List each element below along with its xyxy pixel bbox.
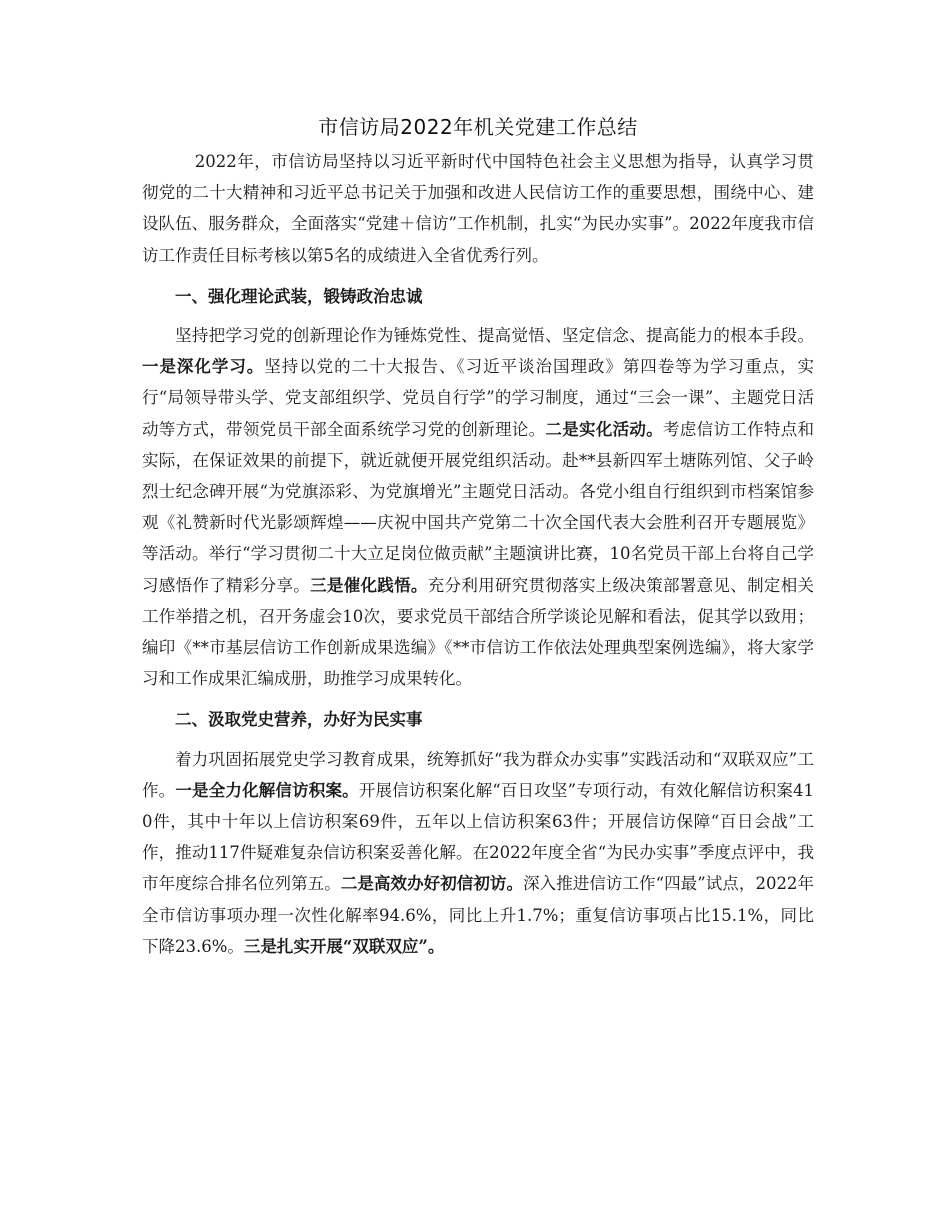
section-2-point-1-text: 开展信访积案化解“百日攻坚”专项行动，有效化解信访积案410件，其中十年以上信访积案69件，五年以上信访积案63件；开展信访保障“百日会战”工作，推动117件疑难复杂信访积案妥善化解。在2022年度全省“为民办实事”季度点评中，我市年度综合排名位列第五。 <box>142 780 815 894</box>
section-2-heading: 二、汲取党史营养，办好为民实事 <box>175 710 423 730</box>
section-1-point-3-label: 三是催化践悟。 <box>310 575 428 595</box>
section-1-point-2-text: 考虑信访工作特点和实际，在保证效果的前提下，就近就便开展党组织活动。赴**县新四军土塘陈列馆、父子岭烈士纪念碑开展“为党旗添彩、为党旗增光”主题党日活动。各党小组自行组织到市档案馆参观《礼赞新时代光影颂辉煌——庆祝中国共产党第二十次全国代表大会胜利召开专题展览》等活动。举行“学习贯彻二十大立足岗位做贡献”主题演讲比赛，10名党员干部上台将自己学习感悟作了精彩分享。 <box>142 419 815 595</box>
section-1-point-1-text: 坚持以党的二十大报告、《习近平谈治国理政》第四卷等为学习重点，实行“局领导带头学、党支部组织学、党员自行学”的学习制度，通过“三会一课”、主题党日活动等方式，带领党员干部全面系统学习党的创新理论。 <box>142 357 815 439</box>
section-1-point-3-text: 充分利用研究贯彻落实上级决策部署意见、制定相关工作举措之机，召开务虚会10次，要求党员干部结合所学谈论见解和看法，促其学以致用；编印《**市基层信访工作创新成果选编》《**市信访工作依法处理典型案例选编》，将大家学习和工作成果汇编成册，助推学习成果转化。 <box>142 575 815 689</box>
section-1-lead-text: 坚持把学习党的创新理论作为锤炼党性、提高觉悟、坚定信念、提高能力的根本手段。 <box>175 326 814 346</box>
section-2-point-2-text: 深入推进信访工作“四最”试点，2022年全市信访事项办理一次性化解率94.6%，同比上升1.7%；重复信访事项占比15.1%，同比下降23.6%。 <box>142 874 815 956</box>
document-page <box>142 112 814 962</box>
section-1-paragraph <box>142 320 814 694</box>
section-1-point-1-label: 一是深化学习。 <box>142 357 265 377</box>
section-1-heading: 一、强化理论武装，锻铸政治忠诚 <box>175 286 423 306</box>
section-2-lead-text: 着力巩固拓展党史学习教育成果，统筹抓好“我为群众办实事”实践活动和“双联双应”工作。 <box>142 749 814 800</box>
intro-paragraph: 2022年，市信访局坚持以习近平新时代中国特色社会主义思想为指导，认真学习贯彻党的二十大精神和习近平总书记关于加强和改进人民信访工作的重要思想，围绕中心、建设队伍、服务群众，全面落实“党建＋信访”工作机制，扎实“为民办实事”。2022年度我市信访工作责任目标考核以第5名的成绩进入全省优秀行列。 <box>142 152 814 265</box>
section-2-point-3-label: 三是扎实开展“双联双应”。 <box>243 936 445 956</box>
document-title: 市信访局2022年机关党建工作总结 <box>318 115 638 139</box>
section-1-point-2-label: 二是实化活动。 <box>545 419 664 439</box>
section-2-point-1-label: 一是全力化解信访积案。 <box>175 780 359 800</box>
section-2-paragraph <box>142 744 814 962</box>
section-2-point-2-label: 二是高效办好初信初访。 <box>340 874 524 894</box>
